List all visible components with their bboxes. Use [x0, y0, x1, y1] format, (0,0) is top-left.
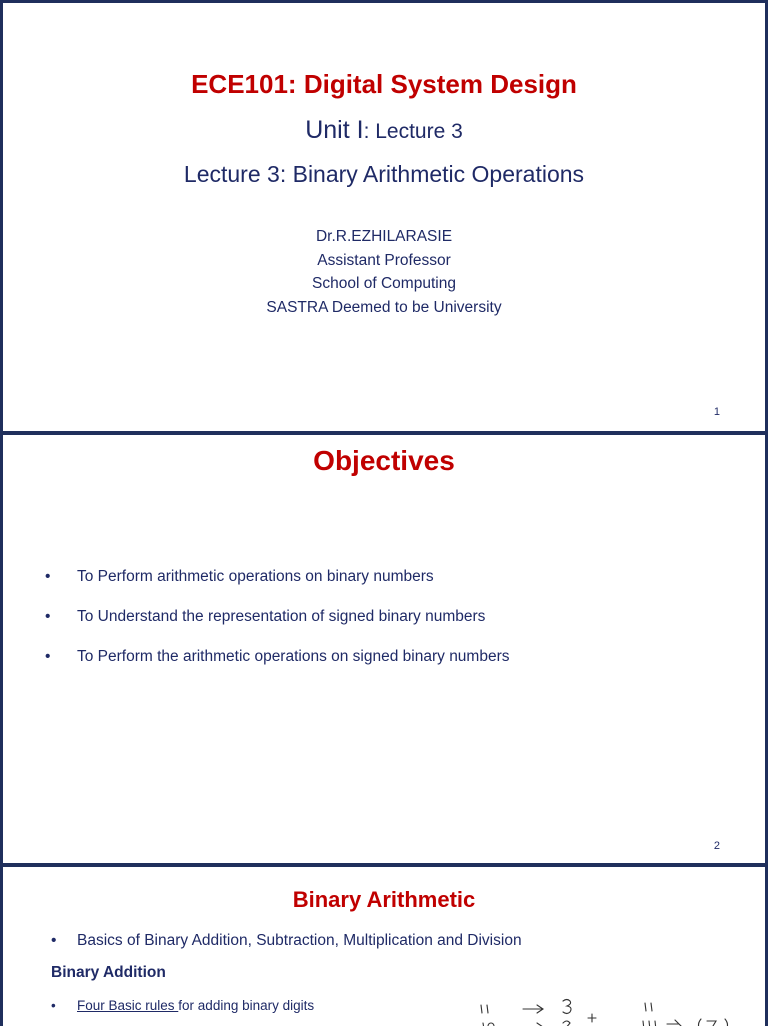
slide-2 [0, 432, 768, 866]
unit-lecture: Lecture 3 [375, 120, 463, 143]
slide-3 [0, 864, 768, 1026]
bullet-icon: • [51, 998, 56, 1013]
objectives-list [45, 568, 510, 688]
author-school: School of Computing [312, 275, 456, 292]
objective-text: To Understand the representation of signed binary numbers [77, 608, 486, 625]
unit-separator: : [363, 120, 376, 143]
bullet-icon: • [45, 608, 51, 625]
author-name: Dr.R.EZHILARASIE [315, 228, 453, 245]
bullet-icon: • [51, 932, 57, 949]
objective-text: To Perform the arithmetic operations on signed binary numbers [77, 648, 510, 665]
bullet-text: for adding binary digits [178, 998, 315, 1013]
bullet-icon: • [45, 568, 51, 585]
page-number: 2 [713, 840, 720, 852]
list-item [45, 608, 510, 648]
lecture-subtitle: Lecture 3: Binary Arithmetic Operations [183, 161, 585, 187]
bullet-icon: • [45, 648, 51, 665]
objective-text: To Perform arithmetic operations on binary numbers [77, 568, 434, 585]
page-number: 1 [713, 406, 720, 418]
slide-1 [0, 0, 768, 434]
unit-line [3, 116, 765, 145]
unit-label: Unit I [305, 116, 364, 144]
author-position: Assistant Professor [317, 251, 451, 269]
author-block [3, 225, 765, 319]
subheading: Binary Addition [51, 964, 166, 981]
handwritten-annotation-icon [475, 991, 765, 1026]
rules-link[interactable]: Four Basic rules [77, 998, 179, 1013]
list-item [51, 932, 522, 950]
list-item [51, 998, 314, 1013]
list-item [45, 568, 510, 608]
list-item [45, 648, 510, 688]
slide-heading: Binary Arithmetic [292, 887, 476, 912]
course-title: ECE101: Digital System Design [191, 69, 577, 99]
slide-heading: Objectives [313, 445, 455, 476]
bullet-text: Basics of Binary Addition, Subtraction, Multiplication and Division [77, 932, 522, 949]
author-university: SASTRA Deemed to be University [266, 298, 502, 316]
